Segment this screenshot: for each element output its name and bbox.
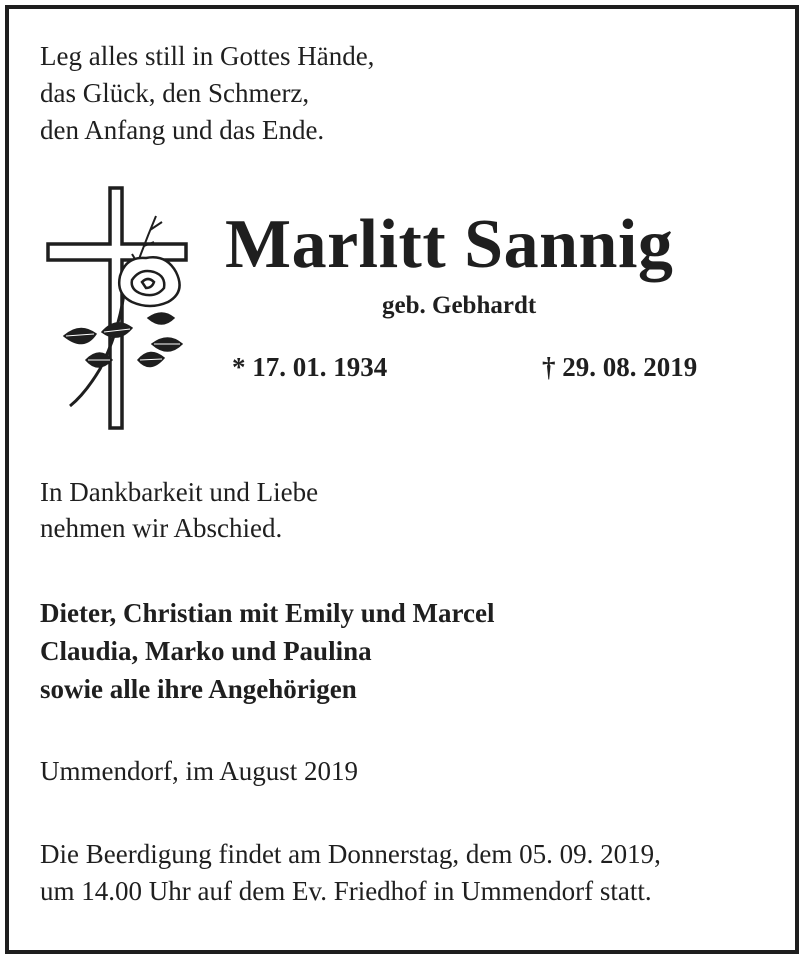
family-line: Claudia, Marko und Paulina <box>40 636 372 666</box>
deceased-name: Marlitt Sannig <box>225 206 674 283</box>
funeral-line: um 14.00 Uhr auf dem Ev. Friedhof in Ummendorf statt. <box>40 876 652 906</box>
place-date: Ummendorf, im August 2019 <box>40 756 358 786</box>
family-line: Dieter, Christian mit Emily und Marcel <box>40 598 495 628</box>
poem-line: das Glück, den Schmerz, <box>40 78 310 108</box>
poem-line: den Anfang und das Ende. <box>40 115 325 145</box>
funeral-line: Die Beerdigung findet am Donnerstag, dem 05. 09. 2019, <box>40 839 661 869</box>
cross-with-rose-icon <box>40 184 195 434</box>
death-date: † 29. 08. 2019 <box>542 352 698 382</box>
poem <box>40 38 374 149</box>
thanks-line: In Dankbarkeit und Liebe <box>40 477 319 507</box>
poem-line: Leg alles still in Gottes Hände, <box>40 41 375 71</box>
birth-date: * 17. 01. 1934 <box>232 352 388 382</box>
thanks-text <box>40 474 318 546</box>
birth-name: geb. Gebhardt <box>382 292 537 319</box>
thanks-line: nehmen wir Abschied. <box>40 513 283 543</box>
family-names <box>40 594 494 708</box>
family-line: sowie alle ihre Angehörigen <box>40 674 357 704</box>
funeral-info <box>40 836 661 910</box>
